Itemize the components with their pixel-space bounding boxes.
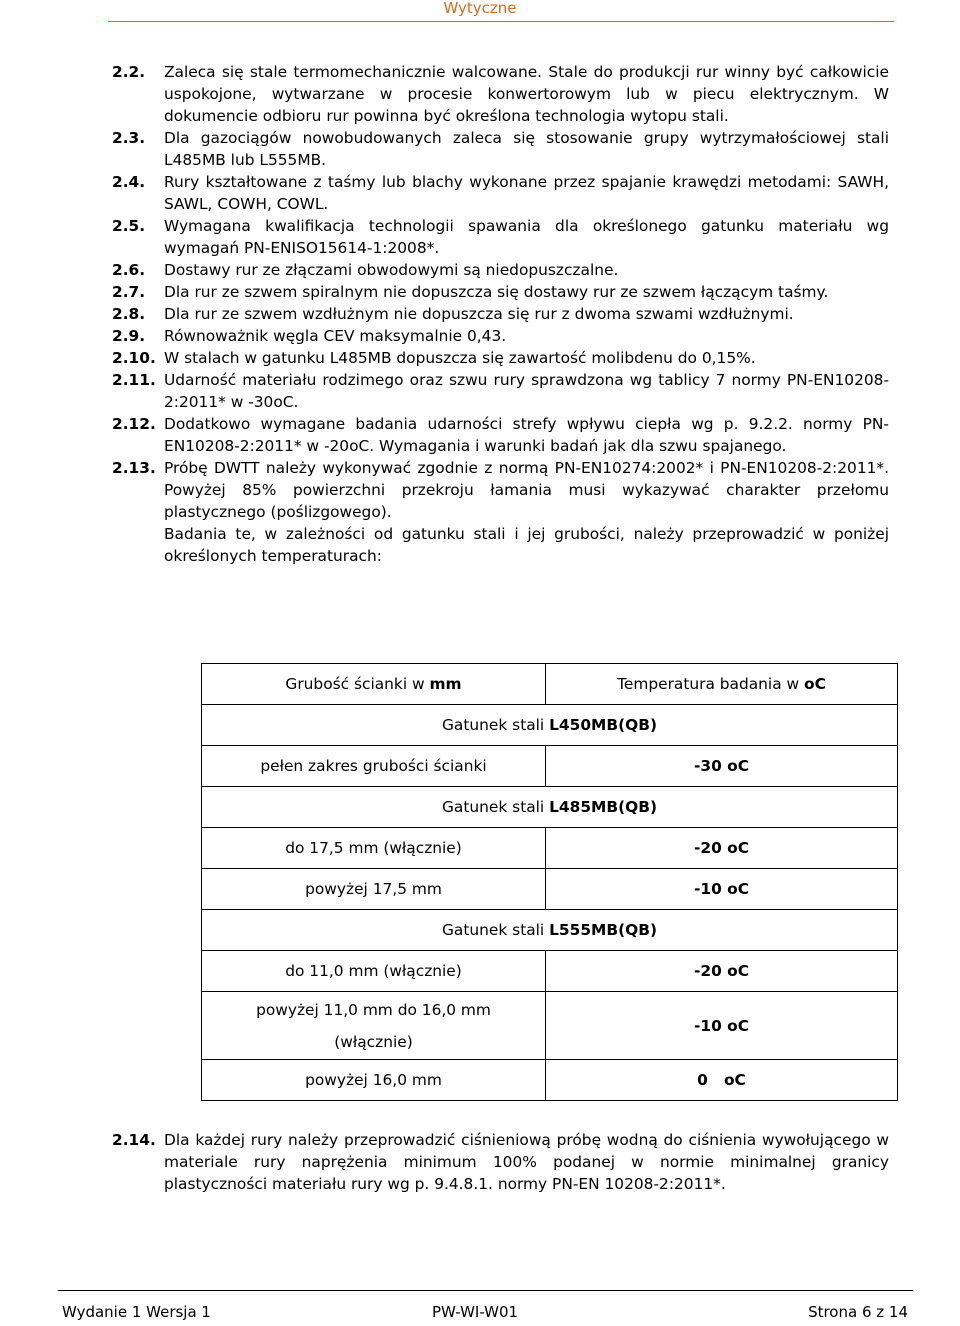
thickness-header: Grubość ścianki w mm: [202, 664, 546, 705]
item-text: Dodatkowo wymagane badania udarności strefy wpływu ciepła wg p. 9.2.2. normy PN-EN10208-2:2011* w -20oC. Wymagania i warunki badań jak dla szwu spajanego.: [164, 415, 889, 455]
requirements-list-continued: [112, 1129, 889, 1195]
footer-page-number: Strona 6 z 14: [808, 1303, 908, 1321]
list-item: [112, 127, 889, 171]
item-text: Zaleca się stale termomechanicznie walcowane. Stale do produkcji rur winny być całkowicie uspokojone, wytwarzane w procesie konwertorowym lub w piecu elektrycznym. W dokumencie odbioru rur powinna być określona technologia wytopu stali.: [164, 63, 889, 125]
item-text: Wymagana kwalifikacja technologii spawania dla określonego gatunku materiału wg wymagań PN-ENISO15614-1:2008*.: [164, 217, 889, 257]
item-text: Dla gazociągów nowobudowanych zaleca się stosowanie grupy wytrzymałościowej stali L485MB lub L555MB.: [164, 129, 889, 169]
temperature-header: Temperatura badania w oC: [546, 664, 898, 705]
item-text: Rury kształtowane z taśmy lub blachy wykonane przez spajanie krawędzi metodami: SAWH, SAWL, COWH, COWL.: [164, 173, 889, 213]
thickness-cell: powyżej 11,0 mm do 16,0 mm (włącznie): [202, 992, 546, 1060]
list-item: [112, 281, 889, 303]
temperature-cell: -10 oC: [546, 992, 898, 1060]
item-text: Udarność materiału rodzimego oraz szwu rury sprawdzona wg tablicy 7 normy PN-EN10208-2:2011* w -30oC.: [164, 371, 889, 411]
grade-row: [202, 705, 898, 746]
grade-label: Gatunek stali L555MB(QB): [202, 910, 898, 951]
item-paragraph: Badania te, w zależności od gatunku stali i jej grubości, należy przeprowadzić w poniżej określonych temperaturach:: [164, 525, 889, 565]
footer-rule: [58, 1290, 913, 1291]
item-number: 2.11.: [112, 371, 156, 389]
list-item: [112, 61, 889, 127]
item-paragraph: Próbę DWTT należy wykonywać zgodnie z normą PN-EN10274:2002* i PN-EN10208-2:2011*. Powyżej 85% powierzchni przekroju łamania musi wykazywać charakter przełomu plastycznego (poślizgowego).: [164, 459, 889, 521]
temperature-cell: -30 oC: [546, 746, 898, 787]
table-header-row: [202, 664, 898, 705]
page-header: [0, 0, 960, 20]
temperature-cell: -10 oC: [546, 869, 898, 910]
temperature-cell: -20 oC: [546, 951, 898, 992]
item-number: 2.13.: [112, 459, 156, 477]
thickness-cell: pełen zakres grubości ścianki: [202, 746, 546, 787]
list-item: [112, 303, 889, 325]
table-row: [202, 828, 898, 869]
list-item: [112, 457, 889, 567]
item-text: Dla rur ze szwem spiralnym nie dopuszcza się dostawy rur ze szwem łączącym taśmy.: [164, 283, 829, 301]
item-text: Dla rur ze szwem wzdłużnym nie dopuszcza się rur z dwoma szwami wzdłużnymi.: [164, 305, 794, 323]
item-text: Dostawy rur ze złączami obwodowymi są niedopuszczalne.: [164, 261, 619, 279]
table-row: [202, 1060, 898, 1101]
thickness-cell: powyżej 17,5 mm: [202, 869, 546, 910]
table-row: [202, 951, 898, 992]
list-item: [112, 369, 889, 413]
thickness-cell: do 17,5 mm (włącznie): [202, 828, 546, 869]
list-item: [112, 1129, 889, 1195]
footer-document-code: PW-WI-W01: [432, 1303, 519, 1321]
page-footer: [62, 1303, 908, 1323]
test-temperature-table: [201, 663, 898, 1101]
table-row: [202, 992, 898, 1060]
thickness-cell: do 11,0 mm (włącznie): [202, 951, 546, 992]
table-row: [202, 746, 898, 787]
list-item: [112, 413, 889, 457]
item-number: 2.12.: [112, 415, 156, 433]
item-number: 2.6.: [112, 261, 146, 279]
list-item: [112, 325, 889, 347]
item-number: 2.9.: [112, 327, 146, 345]
grade-row: [202, 910, 898, 951]
list-item: [112, 171, 889, 215]
temperature-cell: 0 oC: [546, 1060, 898, 1101]
item-number: 2.4.: [112, 173, 146, 191]
item-text: Równoważnik węgla CEV maksymalnie 0,43.: [164, 327, 507, 345]
header-title: Wytyczne: [443, 0, 517, 17]
list-item: [112, 215, 889, 259]
thickness-cell: powyżej 16,0 mm: [202, 1060, 546, 1101]
item-number: 2.14.: [112, 1131, 156, 1149]
list-item: [112, 259, 889, 281]
item-text: W stalach w gatunku L485MB dopuszcza się zawartość molibdenu do 0,15%.: [164, 349, 756, 367]
requirements-list: [112, 61, 889, 567]
item-number: 2.3.: [112, 129, 146, 147]
grade-label: Gatunek stali L450MB(QB): [202, 705, 898, 746]
item-text: Dla każdej rury należy przeprowadzić ciśnieniową próbę wodną do ciśnienia wywołującego w materiale rury naprężenia minimum 100% podanej w normie minimalnej granicy plastyczności materiału rury wg p. 9.4.8.1. normy PN-EN 10208-2:2011*.: [164, 1131, 889, 1193]
item-number: 2.8.: [112, 305, 146, 323]
temperature-cell: -20 oC: [546, 828, 898, 869]
list-item: [112, 347, 889, 369]
item-number: 2.2.: [112, 63, 146, 81]
header-rule: [108, 21, 894, 22]
item-number: 2.10.: [112, 349, 156, 367]
table-row: [202, 869, 898, 910]
item-number: 2.7.: [112, 283, 146, 301]
item-number: 2.5.: [112, 217, 146, 235]
item-text: [164, 457, 889, 567]
grade-label: Gatunek stali L485MB(QB): [202, 787, 898, 828]
footer-edition: Wydanie 1 Wersja 1: [62, 1303, 211, 1321]
grade-row: [202, 787, 898, 828]
